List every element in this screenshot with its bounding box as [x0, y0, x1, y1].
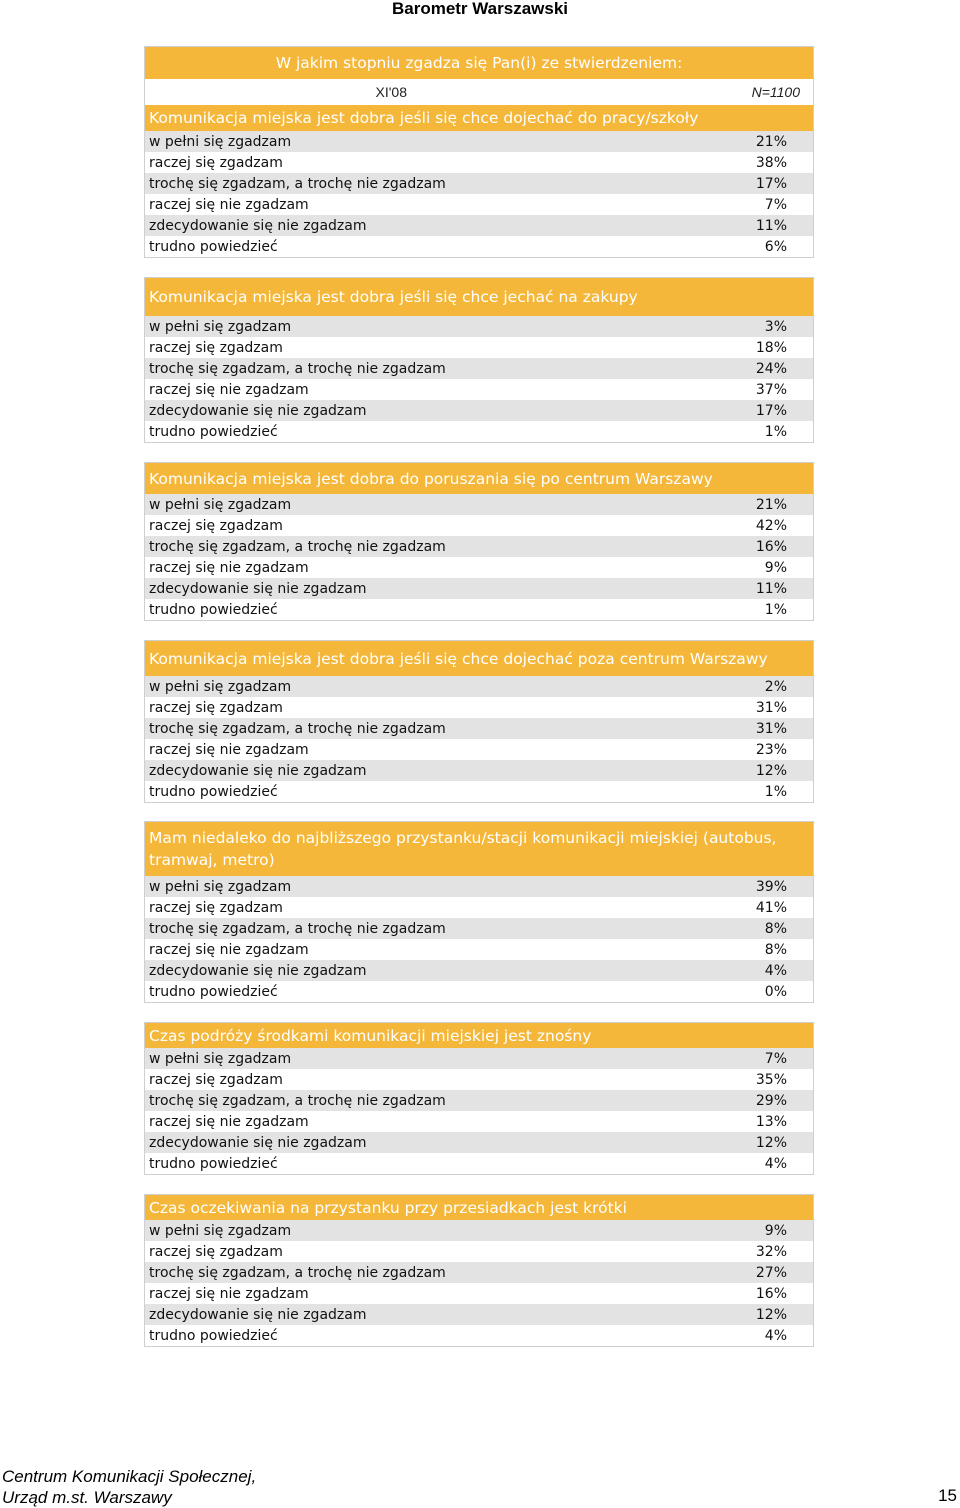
section-title: Komunikacja miejska jest dobra do poruszania się po centrum Warszawy: [145, 463, 813, 494]
answer-percent: 8%: [764, 941, 787, 958]
survey-block-6: [145, 1023, 813, 1174]
answer-percent: 7%: [764, 196, 787, 213]
table-row: [145, 918, 813, 939]
answer-label: raczej się zgadzam: [149, 339, 283, 356]
answer-list: [145, 316, 813, 442]
answer-label: zdecydowanie się nie zgadzam: [149, 217, 367, 234]
answer-label: w pełni się zgadzam: [149, 496, 292, 513]
answer-percent: 7%: [764, 1050, 787, 1067]
answer-label: w pełni się zgadzam: [149, 133, 292, 150]
answer-percent: 32%: [755, 1243, 787, 1260]
answer-percent: 16%: [755, 1285, 787, 1302]
answer-label: trochę się zgadzam, a trochę nie zgadzam: [149, 920, 446, 937]
page-title: Barometr Warszawski: [391, 0, 569, 18]
answer-percent: 18%: [755, 339, 787, 356]
answer-list: [145, 494, 813, 620]
table-row: [145, 897, 813, 918]
section-title: Mam niedaleko do najbliższego przystanku/stacji komunikacji miejskiej (autobus, tramwaj, metro): [145, 822, 813, 876]
answer-label: raczej się nie zgadzam: [149, 381, 309, 398]
answer-list: [145, 676, 813, 802]
answer-label: raczej się nie zgadzam: [149, 741, 309, 758]
table-row: [145, 1304, 813, 1325]
sample-size-label: N=1100: [751, 84, 800, 100]
answer-label: trudno powiedzieć: [149, 1155, 278, 1172]
table-row: [145, 1220, 813, 1241]
answer-label: raczej się nie zgadzam: [149, 1113, 309, 1130]
answer-label: trudno powiedzieć: [149, 423, 278, 440]
answer-percent: 9%: [764, 1222, 787, 1239]
answer-percent: 13%: [755, 1113, 787, 1130]
section-title: Czas podróży środkami komunikacji miejskiej jest znośny: [145, 1023, 813, 1048]
table-row: [145, 316, 813, 337]
answer-label: raczej się zgadzam: [149, 899, 283, 916]
section-title: Komunikacja miejska jest dobra jeśli się chce dojechać poza centrum Warszawy: [145, 641, 813, 676]
table-row: [145, 599, 813, 620]
answer-label: zdecydowanie się nie zgadzam: [149, 1306, 367, 1323]
answer-label: trochę się zgadzam, a trochę nie zgadzam: [149, 360, 446, 377]
footer: [2, 1466, 256, 1508]
answer-label: raczej się nie zgadzam: [149, 941, 309, 958]
table-row: [145, 557, 813, 578]
answer-percent: 11%: [755, 217, 787, 234]
survey-block-7: [145, 1195, 813, 1346]
table-row: [145, 676, 813, 697]
answer-label: trudno powiedzieć: [149, 1327, 278, 1344]
table-row: [145, 152, 813, 173]
answer-label: raczej się zgadzam: [149, 1071, 283, 1088]
answer-label: trudno powiedzieć: [149, 783, 278, 800]
answer-list: [145, 131, 813, 257]
answer-label: zdecydowanie się nie zgadzam: [149, 1134, 367, 1151]
table-row: [145, 578, 813, 599]
answer-label: raczej się zgadzam: [149, 699, 283, 716]
answer-percent: 4%: [764, 1155, 787, 1172]
answer-label: zdecydowanie się nie zgadzam: [149, 962, 367, 979]
table-row: [145, 1090, 813, 1111]
table-row: [145, 236, 813, 257]
answer-percent: 2%: [764, 678, 787, 695]
answer-label: raczej się nie zgadzam: [149, 1285, 309, 1302]
table-row: [145, 1069, 813, 1090]
table-row: [145, 739, 813, 760]
answer-percent: 1%: [764, 423, 787, 440]
answer-label: trochę się zgadzam, a trochę nie zgadzam: [149, 175, 446, 192]
answer-percent: 39%: [755, 878, 787, 895]
answer-label: w pełni się zgadzam: [149, 1050, 292, 1067]
table-row: [145, 1048, 813, 1069]
answer-label: trudno powiedzieć: [149, 238, 278, 255]
table-row: [145, 760, 813, 781]
page-number: 15: [938, 1486, 957, 1505]
answer-label: trudno powiedzieć: [149, 983, 278, 1000]
wave-label: XI'08: [375, 84, 407, 100]
answer-percent: 38%: [755, 154, 787, 171]
answer-list: [145, 876, 813, 1002]
table-row: [145, 939, 813, 960]
answer-percent: 6%: [764, 238, 787, 255]
answer-label: w pełni się zgadzam: [149, 318, 292, 335]
answer-percent: 31%: [755, 699, 787, 716]
section-title: Czas oczekiwania na przystanku przy przesiadkach jest krótki: [145, 1195, 813, 1220]
table-row: [145, 194, 813, 215]
answer-percent: 35%: [755, 1071, 787, 1088]
table-row: [145, 1111, 813, 1132]
survey-block-1: [145, 47, 813, 257]
answer-label: raczej się nie zgadzam: [149, 559, 309, 576]
table-row: [145, 981, 813, 1002]
question-header: W jakim stopniu zgadza się Pan(i) ze stwierdzeniem:: [145, 47, 813, 79]
answer-percent: 11%: [755, 580, 787, 597]
answer-percent: 21%: [755, 133, 787, 150]
answer-label: raczej się zgadzam: [149, 1243, 283, 1260]
survey-block-4: [145, 641, 813, 802]
section-title: Komunikacja miejska jest dobra jeśli się chce jechać na zakupy: [145, 278, 813, 316]
answer-percent: 37%: [755, 381, 787, 398]
answer-percent: 4%: [764, 962, 787, 979]
table-row: [145, 697, 813, 718]
survey-block-2: [145, 278, 813, 442]
answer-percent: 21%: [755, 496, 787, 513]
table-row: [145, 1153, 813, 1174]
table-row: [145, 215, 813, 236]
answer-label: trudno powiedzieć: [149, 601, 278, 618]
footer-office: Urząd m.st. Warszawy: [2, 1488, 172, 1507]
answer-label: zdecydowanie się nie zgadzam: [149, 402, 367, 419]
answer-percent: 16%: [755, 538, 787, 555]
answer-percent: 29%: [755, 1092, 787, 1109]
answer-label: w pełni się zgadzam: [149, 1222, 292, 1239]
answer-label: w pełni się zgadzam: [149, 678, 292, 695]
table-row: [145, 379, 813, 400]
answer-percent: 0%: [764, 983, 787, 1000]
table-row: [145, 337, 813, 358]
answer-label: trochę się zgadzam, a trochę nie zgadzam: [149, 538, 446, 555]
answer-percent: 1%: [764, 783, 787, 800]
answer-percent: 1%: [764, 601, 787, 618]
answer-label: zdecydowanie się nie zgadzam: [149, 580, 367, 597]
answer-percent: 12%: [755, 1306, 787, 1323]
table-row: [145, 494, 813, 515]
table-row: [145, 173, 813, 194]
answer-label: trochę się zgadzam, a trochę nie zgadzam: [149, 720, 446, 737]
answer-percent: 8%: [764, 920, 787, 937]
section-title: Komunikacja miejska jest dobra jeśli się chce dojechać do pracy/szkoły: [145, 105, 813, 131]
answer-percent: 27%: [755, 1264, 787, 1281]
wave-row: [145, 79, 813, 105]
footer-org: Centrum Komunikacji Społecznej,: [2, 1467, 257, 1486]
answer-list: [145, 1048, 813, 1174]
table-row: [145, 1132, 813, 1153]
table-row: [145, 960, 813, 981]
table-row: [145, 1325, 813, 1346]
answer-percent: 31%: [755, 720, 787, 737]
answer-percent: 12%: [755, 1134, 787, 1151]
table-row: [145, 536, 813, 557]
answer-label: trochę się zgadzam, a trochę nie zgadzam: [149, 1092, 446, 1109]
answer-percent: 41%: [755, 899, 787, 916]
answer-label: raczej się zgadzam: [149, 154, 283, 171]
table-row: [145, 876, 813, 897]
answer-percent: 12%: [755, 762, 787, 779]
answer-percent: 17%: [755, 175, 787, 192]
table-row: [145, 718, 813, 739]
survey-block-3: [145, 463, 813, 620]
table-row: [145, 421, 813, 442]
table-row: [145, 515, 813, 536]
answer-percent: 24%: [755, 360, 787, 377]
table-row: [145, 131, 813, 152]
table-row: [145, 358, 813, 379]
table-row: [145, 1283, 813, 1304]
table-row: [145, 781, 813, 802]
answer-percent: 42%: [755, 517, 787, 534]
answer-percent: 3%: [764, 318, 787, 335]
answer-label: zdecydowanie się nie zgadzam: [149, 762, 367, 779]
table-row: [145, 1241, 813, 1262]
answer-percent: 23%: [755, 741, 787, 758]
answer-label: trochę się zgadzam, a trochę nie zgadzam: [149, 1264, 446, 1281]
survey-block-5: [145, 822, 813, 1002]
answer-percent: 9%: [764, 559, 787, 576]
table-row: [145, 400, 813, 421]
answer-percent: 17%: [755, 402, 787, 419]
answer-percent: 4%: [764, 1327, 787, 1344]
answer-label: raczej się zgadzam: [149, 517, 283, 534]
answer-list: [145, 1220, 813, 1346]
answer-label: raczej się nie zgadzam: [149, 196, 309, 213]
answer-label: w pełni się zgadzam: [149, 878, 292, 895]
table-row: [145, 1262, 813, 1283]
